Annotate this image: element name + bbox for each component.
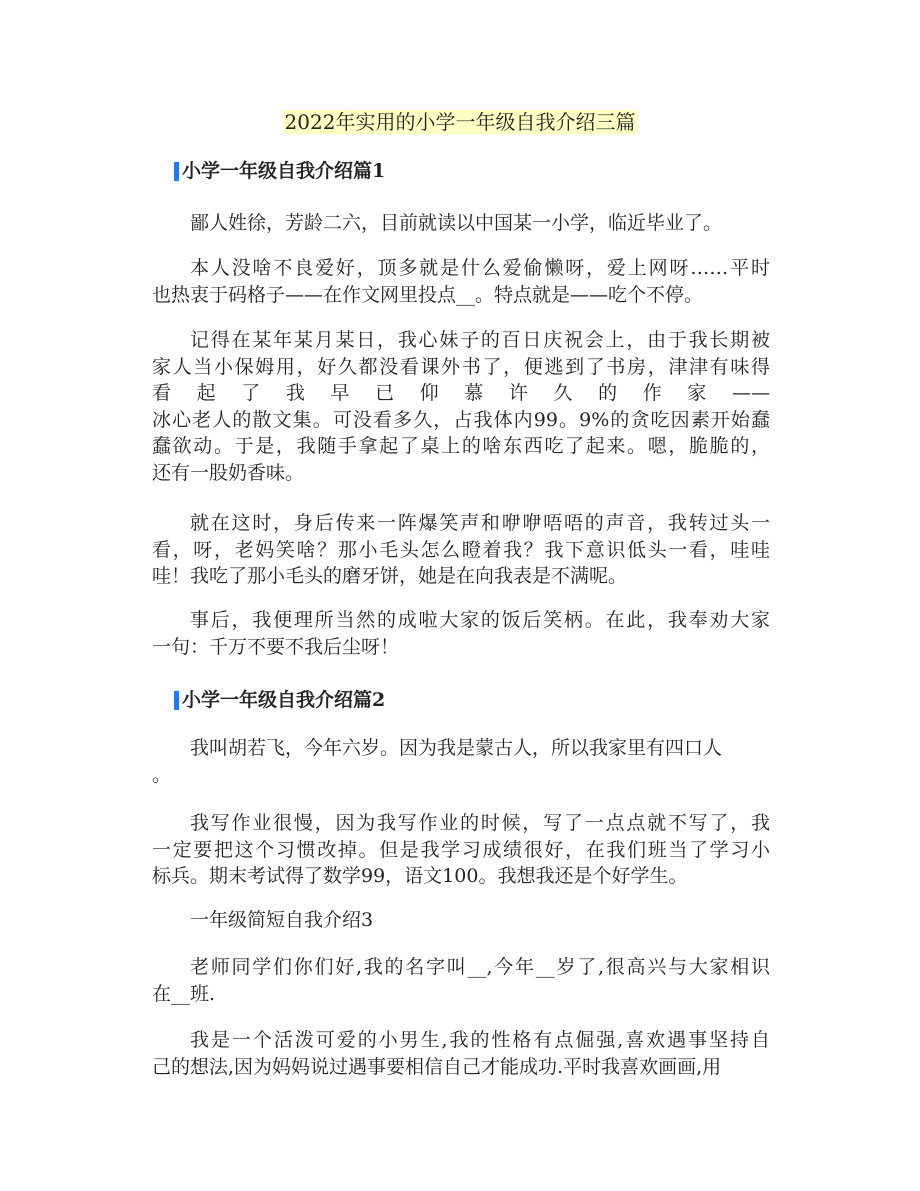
paragraph	[152, 735, 770, 788]
document-title	[0, 108, 920, 136]
paragraph	[152, 327, 770, 486]
paragraph	[152, 954, 770, 1007]
heading-text: 小学一年级自我介绍篇2	[182, 689, 386, 711]
paragraph-line: 标兵。期末考试得了数学99，语文100。我想我还是个好学生。	[152, 865, 688, 887]
paragraph-line: 也热衷于码格子——在作文网里投点__。特点就是——吃个不停。	[152, 283, 704, 306]
title-text: 2022年实用的小学一年级自我介绍三篇	[284, 110, 636, 134]
paragraph	[152, 210, 770, 237]
paragraph	[152, 907, 770, 934]
paragraph-line: 冰心老人的散文集。可没看多久，占我体内99。9%的贪吃因素开始蠢	[152, 408, 770, 431]
paragraph-line: 老师同学们你们好,我的名字叫__,今年__岁了,很高兴与大家相识	[190, 956, 770, 978]
paragraph-line: 看，呀，老妈笑啥？那小毛头怎么瞪着我？我下意识低头一看，哇哇	[152, 538, 770, 561]
paragraph-line: 我写作业很慢，因为我写作业的时候，写了一点点就不写了，我	[190, 812, 770, 834]
heading-marker-icon	[174, 691, 179, 710]
paragraph-line: 我是一个活泼可爱的小男生,我的性格有点倔强,喜欢遇事坚持自	[190, 1029, 770, 1051]
section-heading-2	[174, 687, 385, 713]
paragraph-line: 一定要把这个习惯改掉。但是我学习成绩很好，在我们班当了学习小	[152, 838, 770, 861]
paragraph-line: 一句：千万不要不我后尘呀！	[152, 635, 400, 658]
paragraph-line: 就在这时，身后传来一阵爆笑声和咿咿唔唔的声音，我转过头一	[190, 512, 770, 534]
paragraph-line: 在__班.	[152, 982, 216, 1005]
paragraph-line: 本人没啥不良爱好，顶多就是什么爱偷懒呀，爱上网呀……平时	[190, 257, 770, 279]
paragraph	[152, 255, 770, 308]
paragraph-line: 鄙人姓徐，芳龄二六，目前就读以中国某一小学，临近毕业了。	[190, 212, 723, 234]
paragraph-line: 。	[152, 763, 172, 786]
paragraph-line: 记得在某年某月某日，我心妹子的百日庆祝会上，由于我长期被	[190, 329, 770, 351]
paragraph-line: 家人当小保姆用，好久都没看课外书了，便逃到了书房，津津有味得	[152, 355, 770, 378]
paragraph-line: 蠢欲动。于是，我随手拿起了桌上的啥东西吃了起来。嗯，脆脆的，	[152, 435, 770, 457]
paragraph-line: 看起了我早已仰慕许久的作家——	[152, 382, 770, 404]
paragraph-line: 己的想法,因为妈妈说过遇事要相信自己才能成功.平时我喜欢画画,用	[152, 1055, 722, 1078]
paragraph	[152, 810, 770, 890]
paragraph	[152, 1027, 770, 1080]
heading-marker-icon	[174, 162, 179, 181]
paragraph-line: 事后，我便理所当然的成啦大家的饭后笑柄。在此，我奉劝大家	[190, 609, 770, 631]
paragraph-line: 哇！我吃了那小毛头的磨牙饼，她是在向我表是不满呢。	[152, 565, 628, 587]
section-heading-1	[174, 158, 385, 184]
paragraph	[152, 510, 770, 590]
paragraph-line: 我叫胡若飞，今年六岁。因为我是蒙古人，所以我家里有四口人	[190, 737, 723, 759]
paragraph-line: 一年级简短自我介绍3	[190, 909, 374, 931]
paragraph	[152, 607, 770, 660]
heading-text: 小学一年级自我介绍篇1	[182, 160, 386, 182]
paragraph-line: 还有一股奶香味。	[152, 461, 305, 484]
